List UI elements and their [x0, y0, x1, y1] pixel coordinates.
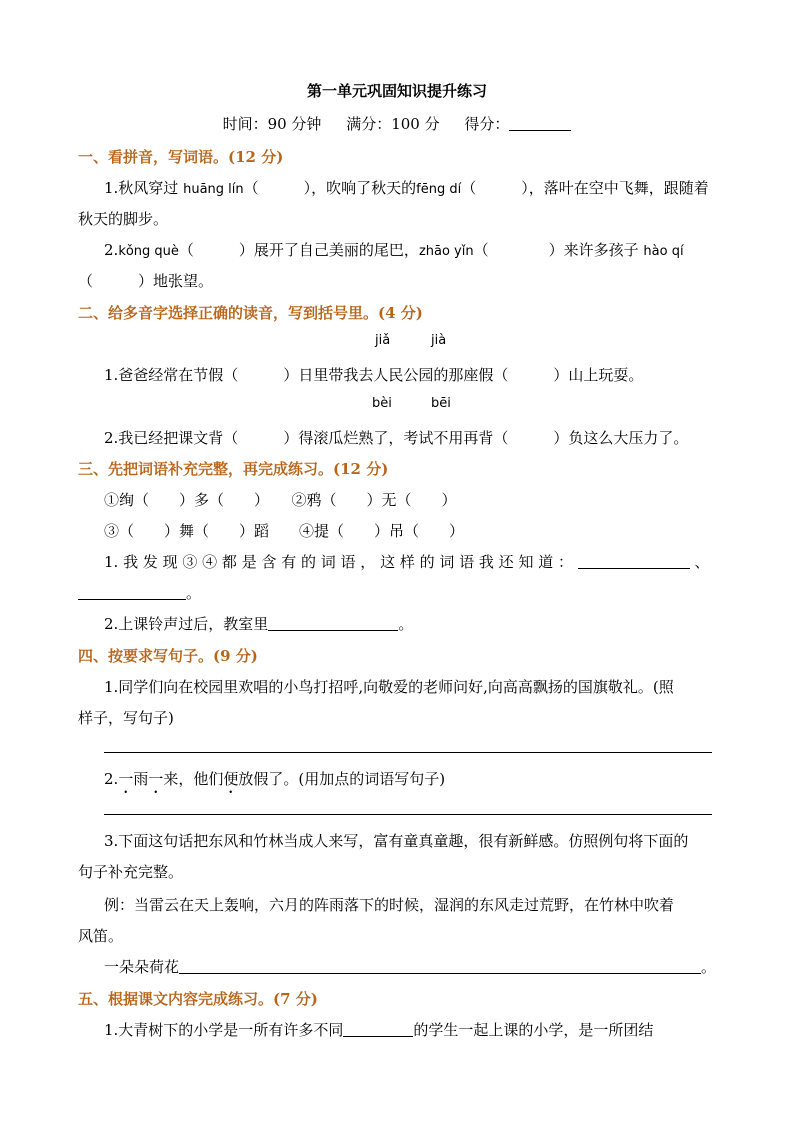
s3-idiom-row-1: ①绚（ ）多（ ） ②鸦（ ）无（ ）	[104, 491, 457, 509]
score-label: 得分：	[464, 115, 571, 133]
s4-question-1: 1.同学们向在校园里欢唱的小鸟打招呼,向敬爱的老师问好,向高高飘扬的国旗敬礼。(照	[104, 678, 674, 696]
s2-question-2: 2.我已经把课文背（ ）得滚瓜烂熟了，考试不用再背（ ）负这么大压力了。	[104, 429, 689, 447]
pinyin: bēi	[431, 396, 451, 411]
answer-blank[interactable]	[343, 1036, 413, 1037]
s3-question-1-cont: 。	[78, 582, 718, 603]
s3-question-2: 2.上课铃声过后，教室里 。	[104, 615, 414, 633]
section-3-heading: 三、先把词语补充完整，再完成练习。(12 分)	[78, 460, 389, 478]
s4-question-2: 2.一雨一来，他们便放假了。(用加点的词语写句子)	[104, 770, 446, 788]
s1-question-1: 1.秋风穿过 huāng lín（ ），吹响了秋天的fēng dí（ ），落叶在空中飞舞，跟随着	[104, 179, 709, 197]
pinyin: hào qí	[643, 244, 684, 259]
s4-question-3-cont: 句子补充完整。	[78, 863, 184, 881]
s2-question-1: 1.爸爸经常在节假（ ）日里带我去人民公园的那座假（ ）山上玩耍。	[104, 366, 644, 384]
emphasis-char: 便	[223, 770, 239, 788]
s4-question-3: 3.下面这句话把东风和竹林当成人来写，富有童真童趣，很有新鲜感。仿照例句将下面的	[104, 832, 689, 850]
s4-example: 例：当雷云在天上轰响，六月的阵雨落下的时候，湿润的东风走过荒野，在竹林中吹着	[104, 896, 675, 914]
section-1-heading: 一、看拼音，写词语。(12 分)	[78, 148, 284, 166]
s4-question-1-cont: 样子，写句子)	[78, 709, 174, 727]
full-score: 满分：100 分	[346, 115, 440, 133]
exam-meta	[0, 113, 794, 134]
time-limit: 时间：90 分钟	[222, 115, 322, 133]
answer-line[interactable]	[104, 814, 712, 815]
section-2-heading: 二、给多音字选择正确的读音，写到括号里。(4 分)	[78, 304, 423, 322]
pinyin: jiǎ	[375, 333, 391, 348]
s5-question-1: 1.大青树下的小学是一所有许多不同 的学生一起上课的小学，是一所团结	[104, 1021, 654, 1039]
pinyin: huāng lín	[183, 182, 244, 197]
pinyin: kǒng què	[118, 244, 179, 259]
section-5-heading: 五、根据课文内容完成练习。(7 分)	[78, 990, 318, 1008]
section-4-heading: 四、按要求写句子。(9 分)	[78, 647, 258, 665]
emphasis-char: 一	[118, 770, 134, 788]
emphasis-char: 一	[148, 770, 164, 788]
pinyin: fēng dí	[416, 182, 462, 197]
s4-question-3-prompt: 一朵朵荷花 。	[104, 958, 717, 976]
pinyin: bèi	[372, 396, 392, 411]
s4-example-cont: 风笛。	[78, 927, 124, 945]
s1-question-1-cont: 秋天的脚步。	[78, 210, 169, 228]
page-title: 第一单元巩固知识提升练习	[306, 82, 487, 100]
answer-blank[interactable]	[268, 630, 398, 631]
answer-blank[interactable]	[578, 568, 690, 569]
pinyin: zhāo yǐn	[418, 244, 474, 259]
s3-idiom-row-2: ③（ ）舞（ ）蹈 ④提（ ）吊（ ）	[104, 522, 465, 540]
s1-question-2-cont: （ ）地张望。	[78, 272, 214, 290]
score-blank[interactable]	[509, 130, 571, 131]
s3-question-1: 1. 我 发 现 ③ ④ 都 是 含 有 的 词 语 ， 这 样 的 词 语 我 还 知 道 ： 、	[104, 553, 710, 571]
answer-blank[interactable]	[78, 599, 186, 600]
s1-question-2: 2.kǒng què（ ）展开了自己美丽的尾巴，zhāo yǐn（ ）来许多孩子 hào qí	[104, 241, 684, 259]
answer-line[interactable]	[104, 752, 712, 753]
answer-blank[interactable]	[179, 973, 701, 974]
pinyin: jià	[431, 333, 447, 348]
